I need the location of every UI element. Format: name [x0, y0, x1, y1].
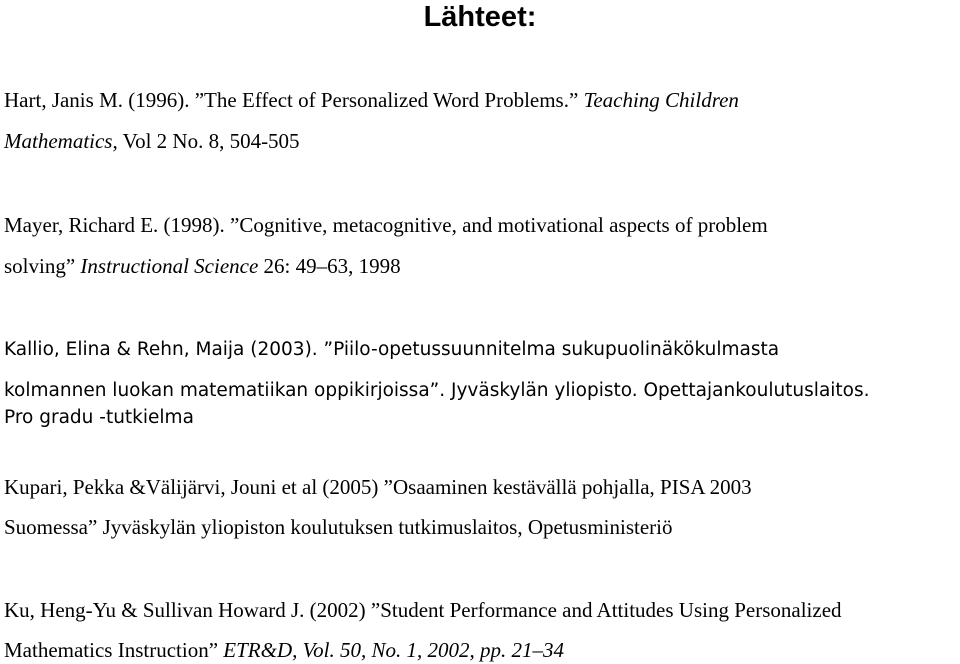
- reference-kupari-line-2: [4, 514, 672, 540]
- reference-ku-line-1: [4, 597, 842, 623]
- reference-text: Ku, Heng-Yu & Sullivan Howard J. (2002) ”Student Performance and Attitudes Using Personalized: [4, 598, 842, 622]
- journal-title: Instructional Science: [80, 254, 259, 278]
- reference-kallio-line-1: [4, 337, 779, 363]
- page-title: Lähteet:: [423, 1, 537, 33]
- reference-ku-line-2: [4, 637, 564, 663]
- journal-title: ETR&D, Vol. 50, No. 1, 2002, pp. 21–34: [223, 638, 564, 662]
- reference-text: solving”: [4, 254, 81, 278]
- reference-text: Kupari, Pekka &Välijärvi, Jouni et al (2005) ”Osaaminen kestävällä pohjalla, PISA 2003: [4, 475, 752, 499]
- reference-text: Hart, Janis M. (1996). ”The Effect of Personalized Word Problems.”: [4, 88, 584, 112]
- reference-mayer-line-1: [4, 212, 768, 238]
- reference-hart-line-1: [4, 87, 739, 113]
- reference-hart-line-2: [4, 128, 300, 154]
- reference-text: Pro gradu -tutkielma: [4, 407, 194, 428]
- reference-mayer-line-2: [4, 253, 401, 279]
- reference-text: Suomessa” Jyväskylän yliopiston koulutuksen tutkimuslaitos, Opetusministeriö: [4, 515, 673, 539]
- reference-text: 26: 49–63, 1998: [258, 254, 401, 278]
- reference-kallio-line-3: [4, 405, 194, 431]
- reference-text: Mathematics Instruction”: [4, 638, 224, 662]
- reference-kupari-line-1: [4, 474, 752, 500]
- reference-text: kolmannen luokan matematiikan oppikirjoissa”. Jyväskylän yliopisto. Opettajankoulutuslaitos.: [4, 380, 870, 401]
- reference-text: Kallio, Elina & Rehn, Maija (2003). ”Piilo-opetussuunnitelma sukupuolinäkökulmasta: [4, 339, 780, 360]
- reference-text: Mayer, Richard E. (1998). ”Cognitive, metacognitive, and motivational aspects of problem: [4, 213, 768, 237]
- journal-title: Mathematics: [4, 129, 113, 153]
- journal-title: Teaching Children: [583, 88, 739, 112]
- reference-text: , Vol 2 No. 8, 504-505: [112, 129, 300, 153]
- reference-kallio-line-2: [4, 378, 870, 404]
